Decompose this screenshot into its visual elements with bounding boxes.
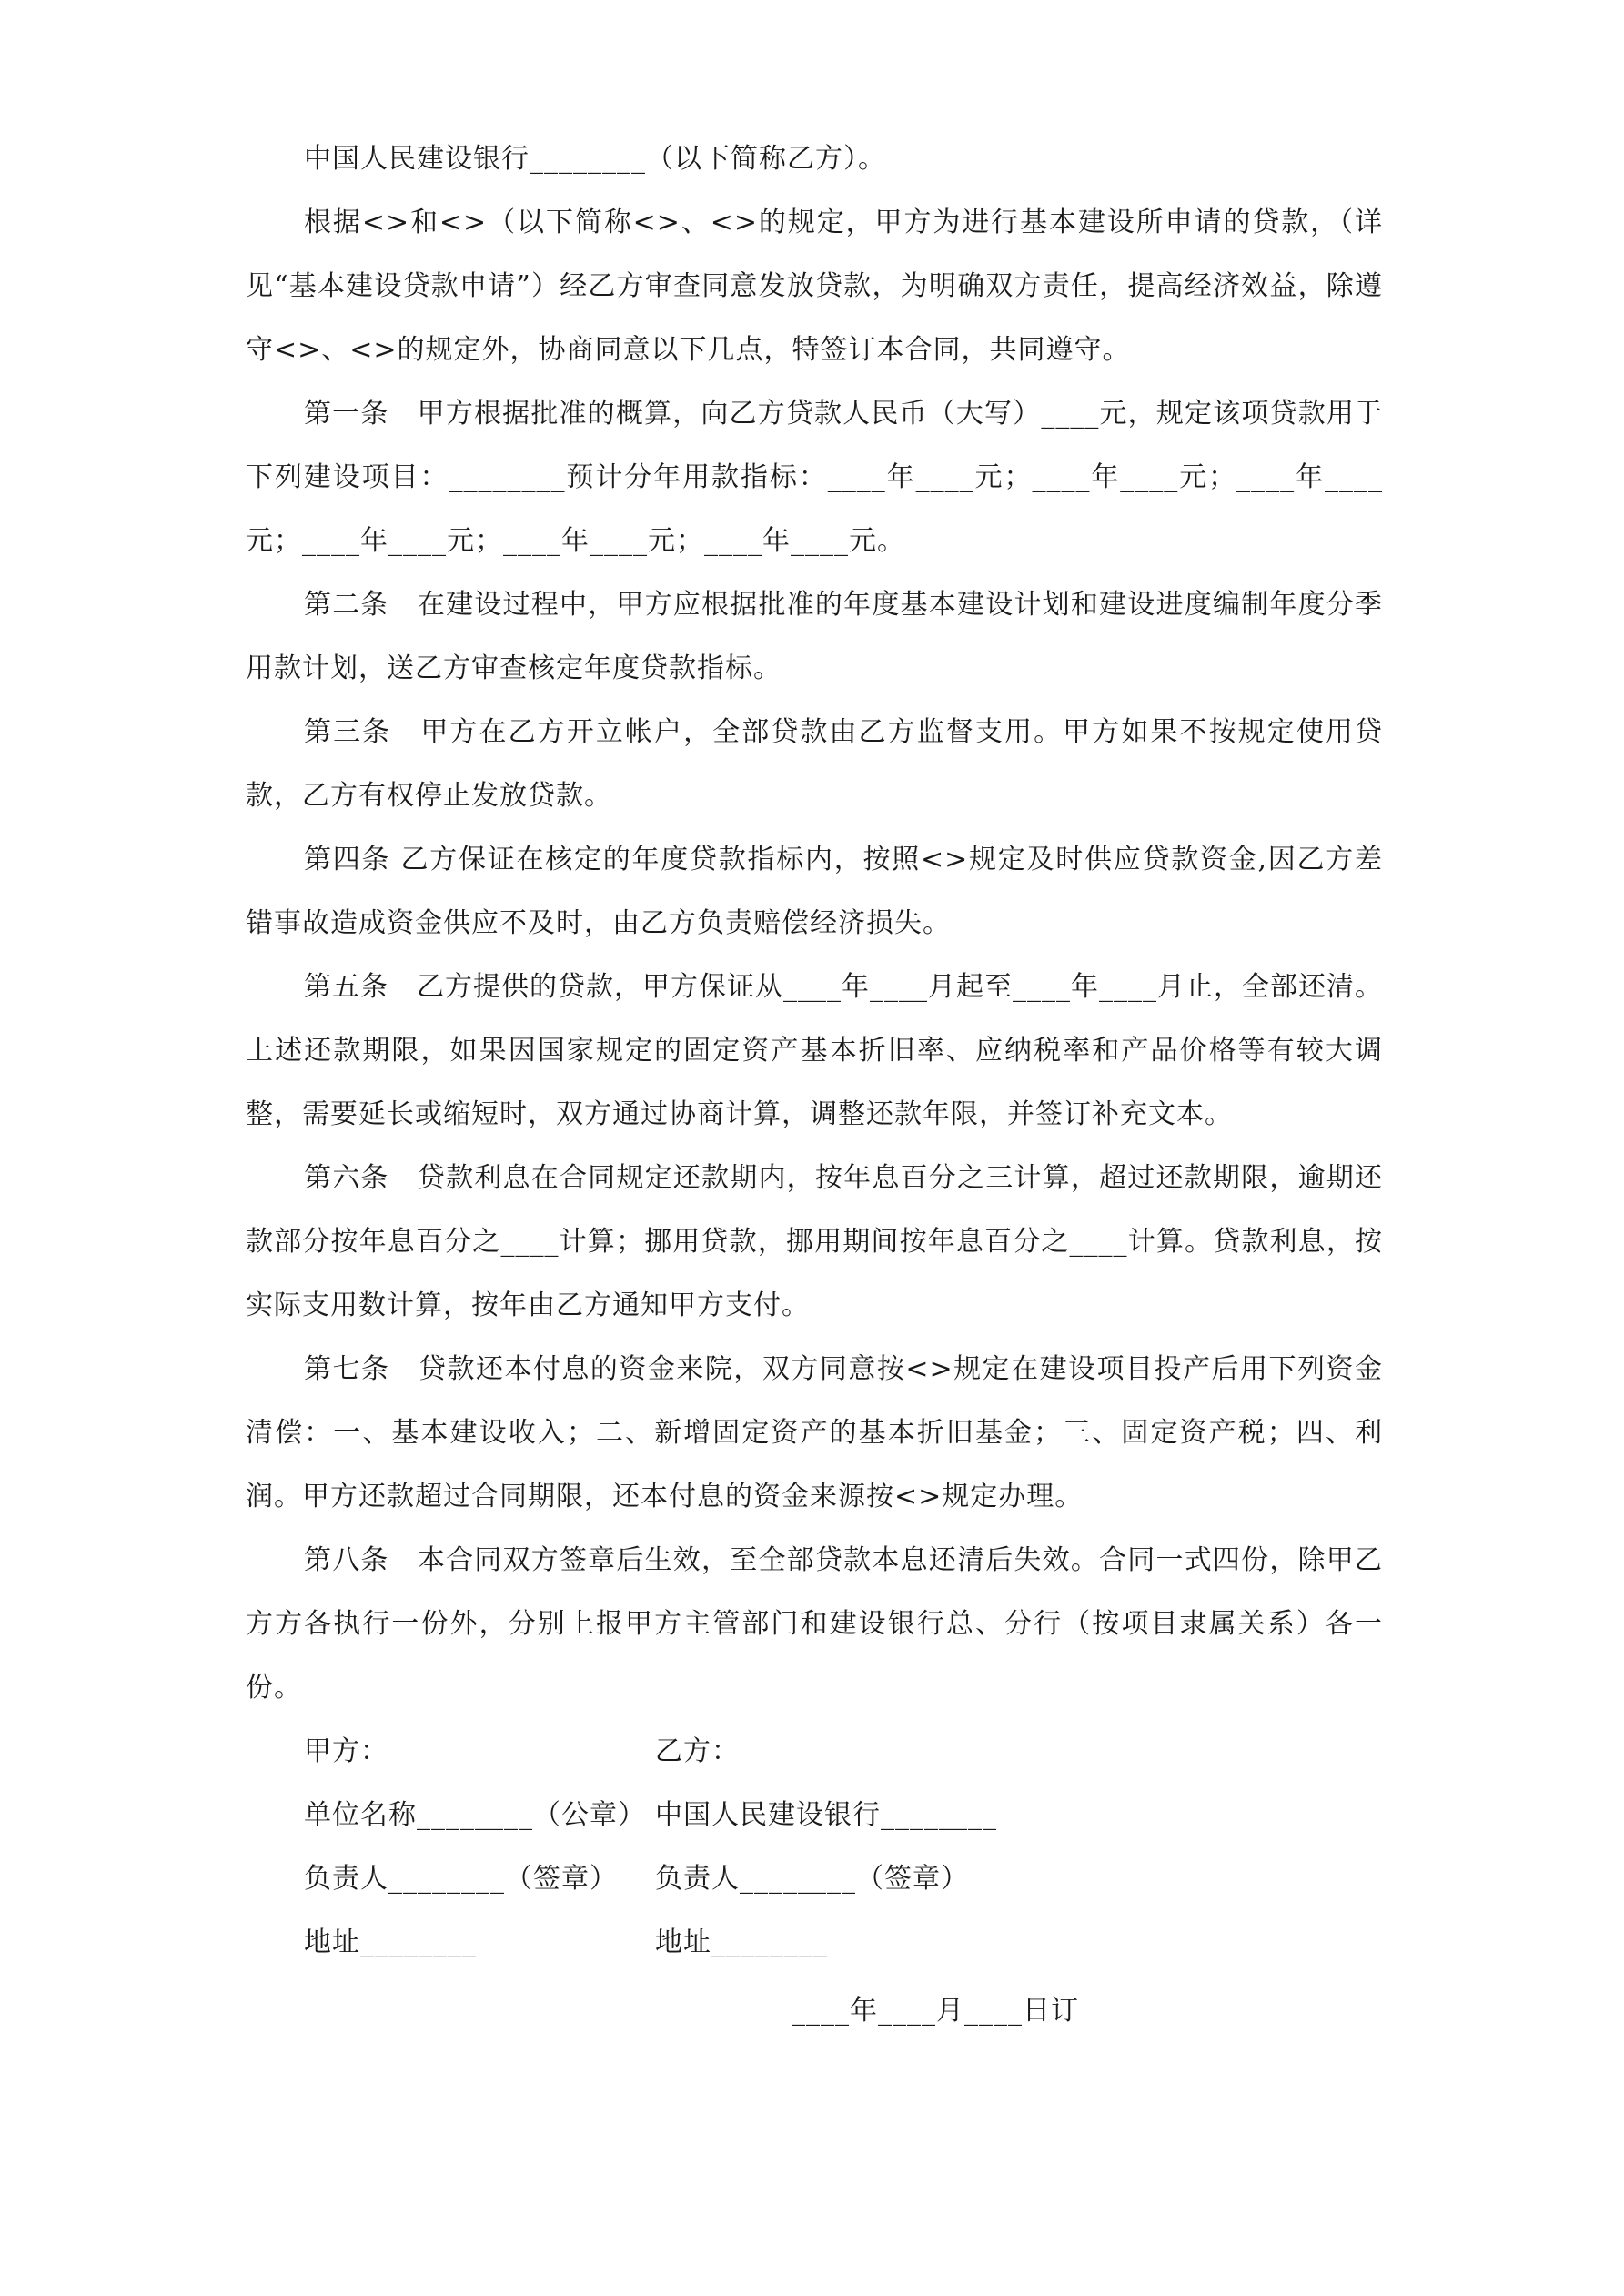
signature-row-address bbox=[246, 1911, 1383, 1975]
paragraph-intro-bank: 中国人民建设银行________（以下简称乙方）。 bbox=[304, 143, 886, 175]
paragraph-article-3: 第三条 甲方在乙方开立帐户，全部贷款由乙方监督支用。甲方如果不按规定使用贷款，乙方有权停止发放贷款。 bbox=[246, 716, 1383, 812]
signature-row-unit bbox=[246, 1784, 1383, 1847]
contract-body bbox=[246, 127, 1383, 1975]
paragraph-article-4: 第四条 乙方保证在核定的年度贷款指标内，按照<>规定及时供应贷款资金,因乙方差错事故造成资金供应不及时，由乙方负责赔偿经济损失。 bbox=[246, 844, 1383, 939]
paragraph-article-6: 第六条 贷款利息在合同规定还款期内，按年息百分之三计算，超过还款期限，逾期还款部分按年息百分之____计算；挪用贷款，挪用期间按年息百分之____计算。贷款利息，按实际支用数计算，按年由乙方通知甲方支付。 bbox=[246, 1162, 1383, 1321]
signing-date: ____年____月____日订 bbox=[792, 1995, 1079, 2027]
party-a-label: 甲方： bbox=[304, 1735, 388, 1767]
party-a-address: 地址________ bbox=[304, 1927, 477, 1958]
paragraph-preamble: 根据<>和<>（以下简称<>、<>的规定，甲方为进行基本建设所申请的贷款，（详见“基本建设贷款申请”）经乙方审查同意发放贷款，为明确双方责任，提高经济效益，除遵守<>、<>的规定外，协商同意以下几点，特签订本合同，共同遵守。 bbox=[246, 207, 1383, 366]
party-b-address: 地址________ bbox=[655, 1927, 828, 1958]
paragraph-article-5: 第五条 乙方提供的贷款，甲方保证从____年____月起至____年____月止，全部还清。上述还款期限，如果因国家规定的固定资产基本折旧率、应纳税率和产品价格等有较大调整，需要延长或缩短时，双方通过协商计算，调整还款年限，并签订补充文本。 bbox=[246, 971, 1383, 1130]
paragraph-article-1: 第一条 甲方根据批准的概算，向乙方贷款人民币（大写）____元，规定该项贷款用于下列建设项目：________预计分年用款指标：____年____元；____年____元；____年____元；____年____元；____年____元；____年____元。 bbox=[246, 398, 1383, 557]
signature-row-person bbox=[246, 1847, 1383, 1911]
party-b-label: 乙方： bbox=[655, 1735, 740, 1767]
party-a-unit: 单位名称________（公章） bbox=[304, 1799, 646, 1831]
party-b-unit: 中国人民建设银行________ bbox=[655, 1799, 997, 1831]
paragraph-article-8: 第八条 本合同双方签章后生效，至全部贷款本息还清后失效。合同一式四份，除甲乙方方各执行一份外，分别上报甲方主管部门和建设银行总、分行（按项目隶属关系）各一份。 bbox=[246, 1544, 1383, 1704]
signature-row-label bbox=[246, 1720, 1383, 1784]
party-a-person: 负责人________（签章） bbox=[304, 1863, 618, 1895]
paragraph-article-7: 第七条 贷款还本付息的资金来院，双方同意按<>规定在建设项目投产后用下列资金清偿：一、基本建设收入；二、新增固定资产的基本折旧基金；三、固定资产税；四、利润。甲方还款超过合同期限，还本付息的资金来源按<>规定办理。 bbox=[246, 1353, 1383, 1512]
signature-block bbox=[246, 1720, 1383, 1975]
paragraph-article-2: 第二条 在建设过程中，甲方应根据批准的年度基本建设计划和建设进度编制年度分季用款计划，送乙方审查核定年度贷款指标。 bbox=[246, 589, 1383, 684]
party-b-person: 负责人________（签章） bbox=[655, 1863, 969, 1895]
